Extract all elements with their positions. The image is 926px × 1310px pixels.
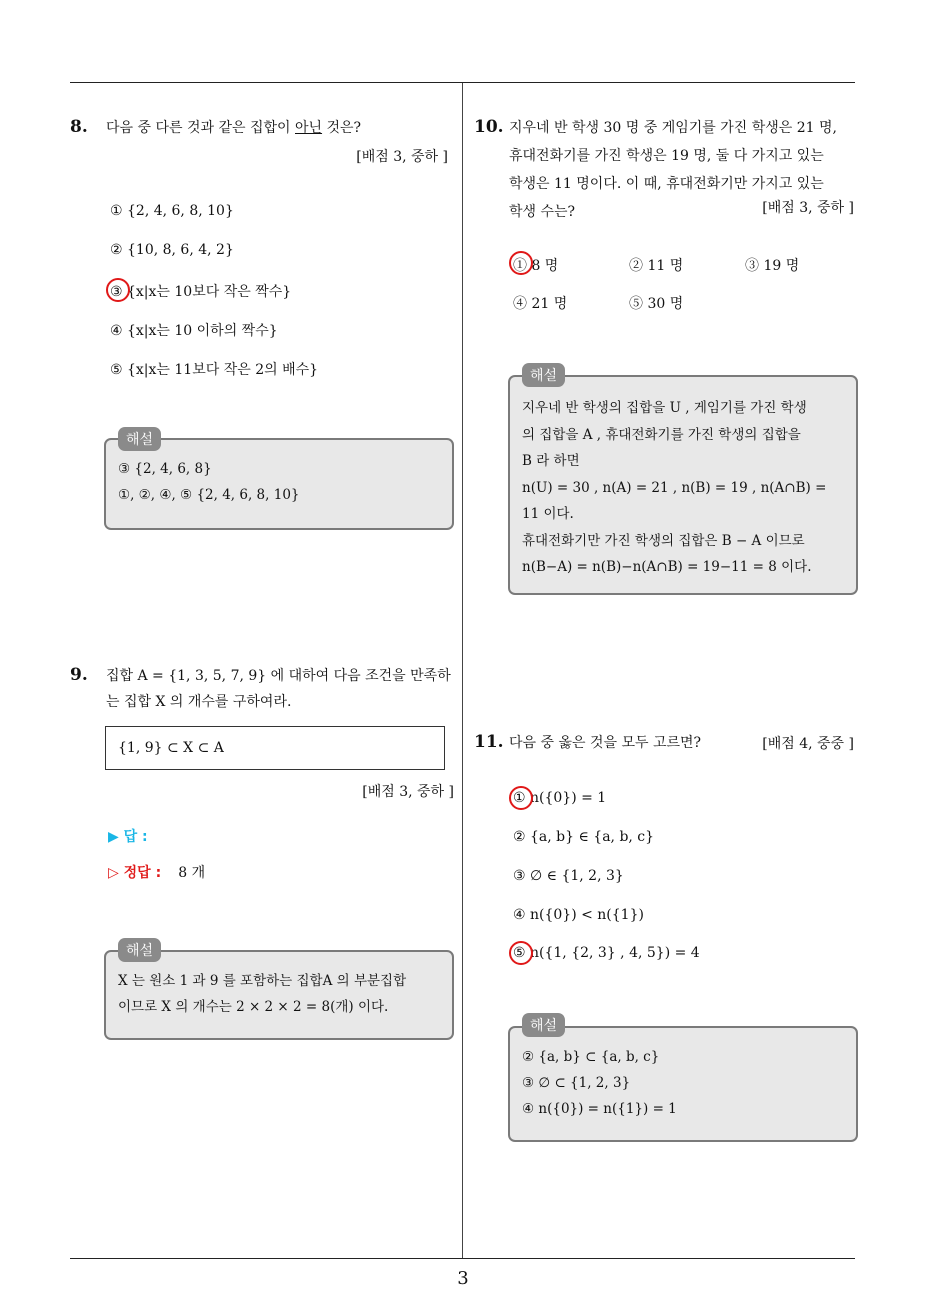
q11-selected-circle-1 — [509, 786, 533, 810]
q11-explanation-line-2: ③ ∅ ⊂ {1, 2, 3} — [522, 1075, 631, 1091]
q10-selected-circle — [509, 251, 533, 275]
q11-option-5[interactable]: ⑤ n({1, {2, 3} , 4, 5}) = 4 — [513, 945, 700, 961]
q11-score: [배점 4, 중중 ] — [762, 736, 854, 752]
q8-option-1[interactable]: ① {2, 4, 6, 8, 10} — [110, 203, 234, 219]
q10-option-1[interactable]: ① 8 명 — [513, 258, 559, 274]
q8-option-4[interactable]: ④ {x|x는 10 이하의 짝수} — [110, 323, 278, 339]
q9-explanation-box — [104, 950, 454, 1040]
q10-explanation-tag: 해설 — [522, 363, 565, 387]
q9-explanation-line-2: 이므로 X 의 개수는 2 × 2 × 2 = 8(개) 이다. — [118, 999, 389, 1015]
q9-score: [배점 3, 중하 ] — [362, 784, 454, 800]
q10-option-3[interactable]: ③ 19 명 — [745, 258, 800, 274]
q9-answer-row — [108, 826, 148, 846]
q10-question-line-1: 지우네 반 학생 30 명 중 게임기를 가진 학생은 21 명, — [509, 120, 838, 136]
q8-explanation-box — [104, 438, 454, 530]
q11-explanation-line-3: ④ n({0}) = n({1}) = 1 — [522, 1101, 677, 1117]
q9-question-line-1: 집합 A = {1, 3, 5, 7, 9} 에 대하여 다음 조건을 만족하 — [106, 668, 451, 684]
q11-option-1[interactable]: ① n({0}) = 1 — [513, 790, 607, 806]
q11-option-2[interactable]: ② {a, b} ∈ {a, b, c} — [513, 829, 655, 845]
q10-question-line-2: 휴대전화기를 가진 학생은 19 명, 둘 다 가지고 있는 — [509, 148, 824, 164]
q8-number: 8. — [70, 117, 88, 137]
q8-option-5[interactable]: ⑤ {x|x는 11보다 작은 2의 배수} — [110, 362, 319, 378]
q10-option-5[interactable]: ⑤ 30 명 — [629, 296, 684, 312]
q10-explanation-line-6: 휴대전화기만 가진 학생의 집합은 B − A 이므로 — [522, 532, 805, 549]
q8-question — [106, 114, 361, 142]
q9-explanation-line-1: X 는 원소 1 과 9 를 포함하는 집합A 의 부분집합 — [118, 973, 407, 989]
page-number: 3 — [457, 1268, 469, 1289]
q9-condition: {1, 9} ⊂ X ⊂ A — [118, 740, 224, 756]
q10-explanation-line-5: 11 이다. — [522, 506, 574, 522]
q10-explanation-line-4: n(U) = 30 , n(A) = 21 , n(B) = 19 , n(A∩B) = — [522, 479, 827, 496]
q9-correct-label: ▷ 정답 : — [108, 865, 162, 881]
bottom-rule — [70, 1258, 855, 1259]
q10-question-line-4: 학생 수는? — [509, 204, 576, 220]
q8-score: [배점 3, 중하 ] — [356, 149, 448, 165]
q11-explanation-line-1: ② {a, b} ⊂ {a, b, c} — [522, 1049, 660, 1065]
q10-explanation-line-3: B 라 하면 — [522, 453, 580, 469]
q10-explanation-line-1: 지우네 반 학생의 집합을 U , 게임기를 가진 학생 — [522, 400, 807, 416]
q8-text-after: 것은? — [322, 120, 362, 136]
q10-explanation-line-7: n(B−A) = n(B)−n(A∩B) = 19−11 = 8 이다. — [522, 559, 812, 575]
q8-option-3[interactable]: ③ {x|x는 10보다 작은 짝수} — [110, 284, 292, 300]
q10-number: 10. — [474, 117, 504, 137]
q11-selected-circle-5 — [509, 941, 533, 965]
q9-correct-value: 8 개 — [178, 865, 206, 881]
q11-number: 11. — [474, 732, 504, 752]
q9-correct-row — [108, 862, 205, 882]
q8-text-underlined: 아닌 — [295, 120, 323, 136]
q11-question: 다음 중 옳은 것을 모두 고르면? — [509, 735, 702, 751]
q8-text-before: 다음 중 다른 것과 같은 집합이 — [106, 120, 295, 136]
q10-explanation-line-2: 의 집합을 A , 휴대전화기를 가진 학생의 집합을 — [522, 426, 801, 443]
q10-explanation-box — [508, 375, 858, 595]
q10-option-4[interactable]: ④ 21 명 — [513, 296, 568, 312]
q10-option-2[interactable]: ② 11 명 — [629, 258, 684, 274]
q11-explanation-tag: 해설 — [522, 1013, 565, 1037]
q11-option-4[interactable]: ④ n({0}) < n({1}) — [513, 907, 644, 923]
q8-option-2[interactable]: ② {10, 8, 6, 4, 2} — [110, 242, 234, 258]
q8-explanation-tag: 해설 — [118, 427, 161, 451]
q11-explanation-box — [508, 1026, 858, 1142]
q9-number: 9. — [70, 665, 88, 685]
q9-explanation-tag: 해설 — [118, 938, 161, 962]
q9-answer-label: ▶ 답 : — [108, 829, 148, 845]
q10-question-line-3: 학생은 11 명이다. 이 때, 휴대전화기만 가지고 있는 — [509, 176, 824, 192]
q8-explanation-line-1: ③ {2, 4, 6, 8} — [118, 461, 212, 477]
q9-question-line-2: 는 집합 X 의 개수를 구하여라. — [106, 694, 292, 710]
q8-explanation-line-2: ①, ②, ④, ⑤ {2, 4, 6, 8, 10} — [118, 487, 300, 503]
q9-condition-box — [105, 726, 445, 770]
q10-score: [배점 3, 중하 ] — [762, 200, 854, 216]
q8-selected-circle — [106, 278, 130, 302]
q11-option-3[interactable]: ③ ∅ ∈ {1, 2, 3} — [513, 868, 624, 884]
column-divider — [462, 83, 463, 1259]
